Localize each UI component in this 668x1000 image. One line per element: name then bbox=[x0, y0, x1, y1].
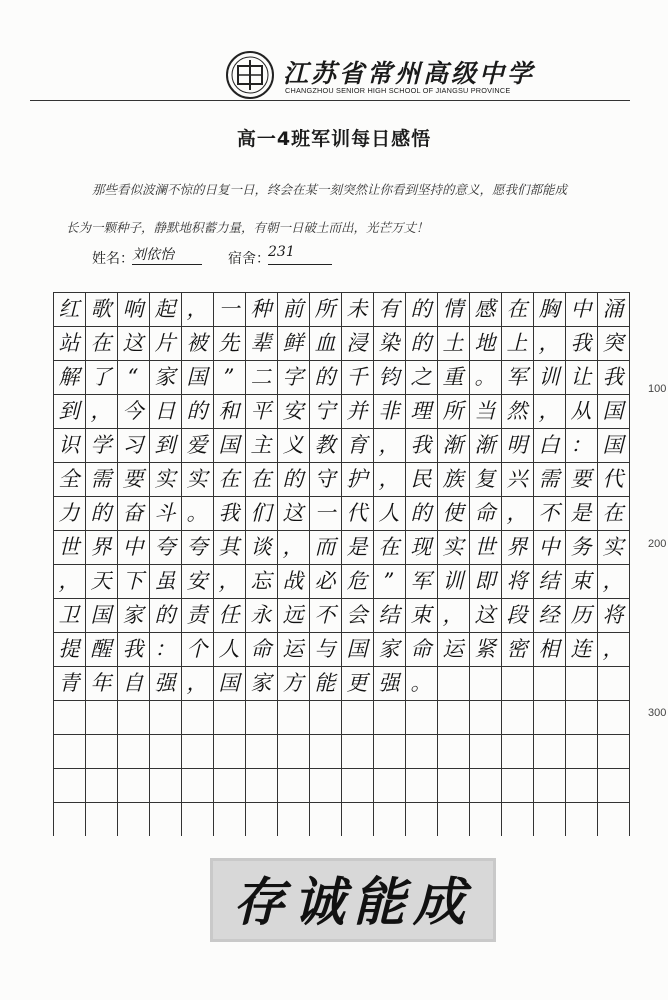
grid-char: 的 bbox=[90, 501, 112, 525]
page-title: 高一4班军训每日感悟 bbox=[236, 128, 432, 150]
grid-char: 浸 bbox=[346, 331, 368, 355]
grid-char: 我 bbox=[218, 501, 240, 525]
grid-char: 代 bbox=[602, 467, 624, 491]
grid-char: 将 bbox=[602, 603, 624, 627]
grid-char: 在 bbox=[602, 501, 624, 525]
grid-char: 夸 bbox=[154, 535, 176, 559]
calligraphy-plaque bbox=[210, 858, 496, 942]
grid-char: 战 bbox=[282, 569, 304, 593]
grid-char: ， bbox=[186, 297, 208, 321]
grid-char: 军 bbox=[410, 569, 432, 593]
grid-char: 家 bbox=[250, 671, 272, 695]
grid-char: 我 bbox=[570, 331, 592, 355]
grid-char: 爱 bbox=[186, 433, 208, 457]
grid-char: 我 bbox=[602, 365, 624, 389]
grid-char: 我 bbox=[410, 433, 432, 457]
grid-char: 是 bbox=[570, 501, 592, 525]
grid-char: 前 bbox=[282, 297, 304, 321]
grid-char: 我 bbox=[122, 637, 144, 661]
grid-char: 的 bbox=[186, 399, 208, 423]
grid-char: 响 bbox=[122, 297, 144, 321]
grid-char: 人 bbox=[378, 501, 400, 525]
grid-char: 密 bbox=[506, 637, 528, 661]
essay-row bbox=[53, 700, 631, 734]
grid-char: 非 bbox=[378, 399, 400, 423]
grid-char: 一 bbox=[314, 501, 336, 525]
grid-char: 使 bbox=[442, 501, 464, 525]
grid-char: 这 bbox=[122, 331, 144, 355]
grid-char: 必 bbox=[314, 569, 336, 593]
grid-char: 的 bbox=[410, 331, 432, 355]
grid-char: 醒 bbox=[90, 637, 112, 661]
grid-char: 感 bbox=[474, 297, 496, 321]
grid-char: 力 bbox=[58, 501, 80, 525]
grid-char: 代 bbox=[346, 501, 368, 525]
grid-char: 渐 bbox=[442, 433, 464, 457]
grid-char: 钧 bbox=[378, 365, 400, 389]
grid-char: 片 bbox=[154, 331, 176, 355]
grid-char: 提 bbox=[58, 637, 80, 661]
grid-char: 主 bbox=[250, 433, 272, 457]
grid-char: 渐 bbox=[474, 433, 496, 457]
grid-char: 是 bbox=[346, 535, 368, 559]
side-number-1: 100 bbox=[648, 383, 667, 395]
grid-char: 国 bbox=[218, 433, 240, 457]
grid-char: 实 bbox=[186, 467, 208, 491]
grid-char: 虽 bbox=[154, 569, 176, 593]
grid-char: 夸 bbox=[186, 535, 208, 559]
grid-char: 自 bbox=[122, 671, 144, 695]
grid-char: 理 bbox=[410, 399, 432, 423]
grid-char: 染 bbox=[378, 331, 400, 355]
grid-char: ， bbox=[90, 399, 112, 423]
grid-char: 安 bbox=[186, 569, 208, 593]
dorm-label: 宿舍： bbox=[228, 251, 270, 267]
dorm-value: 231 bbox=[268, 244, 332, 265]
grid-char: 更 bbox=[346, 671, 368, 695]
grid-char: 护 bbox=[346, 467, 368, 491]
grid-char: 胸 bbox=[538, 297, 560, 321]
grid-char: 危 bbox=[346, 569, 368, 593]
grid-char: 实 bbox=[154, 467, 176, 491]
grid-char: 需 bbox=[538, 467, 560, 491]
grid-char: 义 bbox=[282, 433, 304, 457]
grid-char: 任 bbox=[218, 603, 240, 627]
grid-char: 识 bbox=[58, 433, 80, 457]
grid-char: 其 bbox=[218, 535, 240, 559]
header-divider bbox=[30, 100, 630, 101]
grid-char: 千 bbox=[346, 365, 368, 389]
grid-char: 情 bbox=[442, 297, 464, 321]
grid-char: 运 bbox=[282, 637, 304, 661]
grid-char: 地 bbox=[474, 331, 496, 355]
grid-char: 连 bbox=[570, 637, 592, 661]
grid-char: 兴 bbox=[506, 467, 528, 491]
grid-char: 所 bbox=[314, 297, 336, 321]
grid-char: 上 bbox=[506, 331, 528, 355]
grid-char: 谈 bbox=[250, 535, 272, 559]
grid-char: 未 bbox=[346, 297, 368, 321]
grid-char: 到 bbox=[58, 399, 80, 423]
grid-char: 务 bbox=[570, 535, 592, 559]
grid-char: 一 bbox=[218, 297, 240, 321]
grid-char: 习 bbox=[122, 433, 144, 457]
grid-char: 在 bbox=[506, 297, 528, 321]
grid-char: 从 bbox=[570, 399, 592, 423]
grid-char: 结 bbox=[538, 569, 560, 593]
grid-char: 解 bbox=[58, 365, 80, 389]
grid-char: 在 bbox=[250, 467, 272, 491]
grid-char: 学 bbox=[90, 433, 112, 457]
grid-char: 奋 bbox=[122, 501, 144, 525]
grid-char: 与 bbox=[314, 637, 336, 661]
grid-char: ” bbox=[383, 569, 395, 593]
grid-char: 训 bbox=[442, 569, 464, 593]
grid-char: 宁 bbox=[314, 399, 336, 423]
grid-char: 这 bbox=[282, 501, 304, 525]
grid-char: 红 bbox=[58, 297, 80, 321]
side-number-2: 200 bbox=[648, 538, 667, 550]
grid-char: 。 bbox=[410, 671, 432, 695]
writing-grid bbox=[53, 292, 631, 832]
grid-char: ， bbox=[538, 399, 560, 423]
grid-char: ， bbox=[506, 501, 528, 525]
grid-char: 族 bbox=[442, 467, 464, 491]
grid-char: 中 bbox=[538, 535, 560, 559]
grid-char: 中 bbox=[570, 297, 592, 321]
grid-char: 平 bbox=[250, 399, 272, 423]
grid-char: 相 bbox=[538, 637, 560, 661]
grid-char: 二 bbox=[250, 365, 272, 389]
grid-char: 界 bbox=[506, 535, 528, 559]
grid-char: 和 bbox=[218, 399, 240, 423]
grid-char: 将 bbox=[506, 569, 528, 593]
grid-char: 到 bbox=[154, 433, 176, 457]
grid-char: 忘 bbox=[250, 569, 272, 593]
grid-char: 世 bbox=[58, 535, 80, 559]
grid-char: 们 bbox=[250, 501, 272, 525]
grid-char: 安 bbox=[282, 399, 304, 423]
grid-char: 民 bbox=[410, 467, 432, 491]
grid-char: 国 bbox=[218, 671, 240, 695]
grid-char: ， bbox=[538, 331, 560, 355]
grid-char: 天 bbox=[90, 569, 112, 593]
grid-char: 复 bbox=[474, 467, 496, 491]
grid-char: 永 bbox=[250, 603, 272, 627]
grid-char: 实 bbox=[442, 535, 464, 559]
essay-row bbox=[53, 768, 631, 802]
grid-char: 结 bbox=[378, 603, 400, 627]
grid-char: ， bbox=[378, 467, 400, 491]
grid-char: 运 bbox=[442, 637, 464, 661]
grid-char: 不 bbox=[314, 603, 336, 627]
grid-char: 所 bbox=[442, 399, 464, 423]
grid-char: 国 bbox=[602, 433, 624, 457]
grid-char: 世 bbox=[474, 535, 496, 559]
grid-char: 家 bbox=[154, 365, 176, 389]
grid-char: 。 bbox=[474, 365, 496, 389]
grid-char: ， bbox=[58, 569, 80, 593]
grid-char: 家 bbox=[122, 603, 144, 627]
grid-char: 国 bbox=[90, 603, 112, 627]
grid-char: 让 bbox=[570, 365, 592, 389]
grid-char: 现 bbox=[410, 535, 432, 559]
grid-char: 重 bbox=[442, 365, 464, 389]
name-value: 刘依怡 bbox=[132, 244, 202, 265]
grid-char: 教 bbox=[314, 433, 336, 457]
grid-char: 训 bbox=[538, 365, 560, 389]
grid-char: 斗 bbox=[154, 501, 176, 525]
grid-char: 的 bbox=[410, 501, 432, 525]
grid-char: ： bbox=[570, 433, 592, 457]
essay-row bbox=[53, 734, 631, 768]
grid-char: 需 bbox=[90, 467, 112, 491]
grid-char: 血 bbox=[314, 331, 336, 355]
grid-char: ” bbox=[223, 365, 235, 389]
grid-char: 方 bbox=[282, 671, 304, 695]
grid-char: 土 bbox=[442, 331, 464, 355]
grid-char: 即 bbox=[474, 569, 496, 593]
side-number-3: 300 bbox=[648, 707, 667, 719]
grid-char: 守 bbox=[314, 467, 336, 491]
grid-char: 中 bbox=[122, 535, 144, 559]
grid-char: 起 bbox=[154, 297, 176, 321]
grid-char: 种 bbox=[250, 297, 272, 321]
grid-char: ， bbox=[186, 671, 208, 695]
grid-char: 束 bbox=[410, 603, 432, 627]
grid-char: 的 bbox=[282, 467, 304, 491]
grid-char: 卫 bbox=[58, 603, 80, 627]
grid-char: 束 bbox=[570, 569, 592, 593]
grid-char: ： bbox=[154, 637, 176, 661]
grid-char: 的 bbox=[154, 603, 176, 627]
grid-char: 鲜 bbox=[282, 331, 304, 355]
grid-char: 能 bbox=[314, 671, 336, 695]
grid-char: 白 bbox=[538, 433, 560, 457]
grid-char: ， bbox=[602, 569, 624, 593]
grid-char: 明 bbox=[506, 433, 528, 457]
school-seal-icon bbox=[225, 50, 275, 100]
essay-row bbox=[53, 802, 631, 836]
grid-char: ， bbox=[218, 569, 240, 593]
grid-char: 歌 bbox=[90, 297, 112, 321]
grid-char: 了 bbox=[90, 365, 112, 389]
school-name-en: CHANGZHOU SENIOR HIGH SCHOOL OF JIANGSU PROVINCE bbox=[285, 86, 511, 95]
grid-char: 命 bbox=[474, 501, 496, 525]
grid-char: 命 bbox=[410, 637, 432, 661]
grid-char: 段 bbox=[506, 603, 528, 627]
grid-char: 有 bbox=[378, 297, 400, 321]
grid-char: 下 bbox=[122, 569, 144, 593]
grid-char: 被 bbox=[186, 331, 208, 355]
grid-char: 紧 bbox=[474, 637, 496, 661]
school-header bbox=[225, 50, 536, 106]
grid-char: ， bbox=[602, 637, 624, 661]
grid-char: 的 bbox=[410, 297, 432, 321]
intro-line-1: 那些看似波澜不惊的日复一日，终会在某一刻突然让你看到坚持的意义，愿我们都能成 bbox=[92, 182, 568, 197]
grid-char: 涌 bbox=[602, 297, 624, 321]
intro-line-2: 长为一颗种子，静默地积蓄力量，有朝一日破土而出，光芒万丈！ bbox=[66, 220, 429, 235]
grid-char: 责 bbox=[186, 603, 208, 627]
grid-char: 个 bbox=[186, 637, 208, 661]
grid-char: 今 bbox=[122, 399, 144, 423]
grid-char: 站 bbox=[58, 331, 80, 355]
grid-char: 这 bbox=[474, 603, 496, 627]
grid-char: 并 bbox=[346, 399, 368, 423]
grid-char: 命 bbox=[250, 637, 272, 661]
grid-char: 要 bbox=[122, 467, 144, 491]
grid-char: 辈 bbox=[250, 331, 272, 355]
grid-char: 不 bbox=[538, 501, 560, 525]
grid-char: 经 bbox=[538, 603, 560, 627]
grid-char: 实 bbox=[602, 535, 624, 559]
grid-char: 国 bbox=[186, 365, 208, 389]
grid-char: 会 bbox=[346, 603, 368, 627]
grid-char: 家 bbox=[378, 637, 400, 661]
grid-char: 人 bbox=[218, 637, 240, 661]
grid-char: 国 bbox=[602, 399, 624, 423]
grid-char: 界 bbox=[90, 535, 112, 559]
grid-char: 然 bbox=[506, 399, 528, 423]
grid-char: 远 bbox=[282, 603, 304, 627]
grid-char: 在 bbox=[90, 331, 112, 355]
grid-char: 军 bbox=[506, 365, 528, 389]
grid-char: 。 bbox=[186, 501, 208, 525]
grid-char: 青 bbox=[58, 671, 80, 695]
grid-char: “ bbox=[127, 365, 139, 389]
grid-char: 年 bbox=[90, 671, 112, 695]
grid-char: 当 bbox=[474, 399, 496, 423]
calligraphy-text: 存诚能成 bbox=[232, 872, 474, 933]
grid-char: ， bbox=[282, 535, 304, 559]
grid-char: 的 bbox=[314, 365, 336, 389]
grid-char: 全 bbox=[58, 467, 80, 491]
grid-char: 要 bbox=[570, 467, 592, 491]
name-label: 姓名： bbox=[92, 251, 134, 267]
grid-char: 日 bbox=[154, 399, 176, 423]
school-name-cn: 江苏省常州高级中学 bbox=[283, 59, 536, 88]
grid-char: 而 bbox=[314, 535, 336, 559]
grid-char: 之 bbox=[410, 365, 432, 389]
grid-char: 突 bbox=[602, 331, 624, 355]
grid-char: 先 bbox=[218, 331, 240, 355]
grid-char: 字 bbox=[282, 365, 304, 389]
grid-char: 强 bbox=[154, 671, 176, 695]
grid-char: 育 bbox=[346, 433, 368, 457]
grid-char: 国 bbox=[346, 637, 368, 661]
grid-char: ， bbox=[378, 433, 400, 457]
grid-char: 在 bbox=[218, 467, 240, 491]
grid-char: 历 bbox=[570, 603, 592, 627]
grid-char: 强 bbox=[378, 671, 400, 695]
grid-char: ， bbox=[442, 603, 464, 627]
grid-char: 在 bbox=[378, 535, 400, 559]
